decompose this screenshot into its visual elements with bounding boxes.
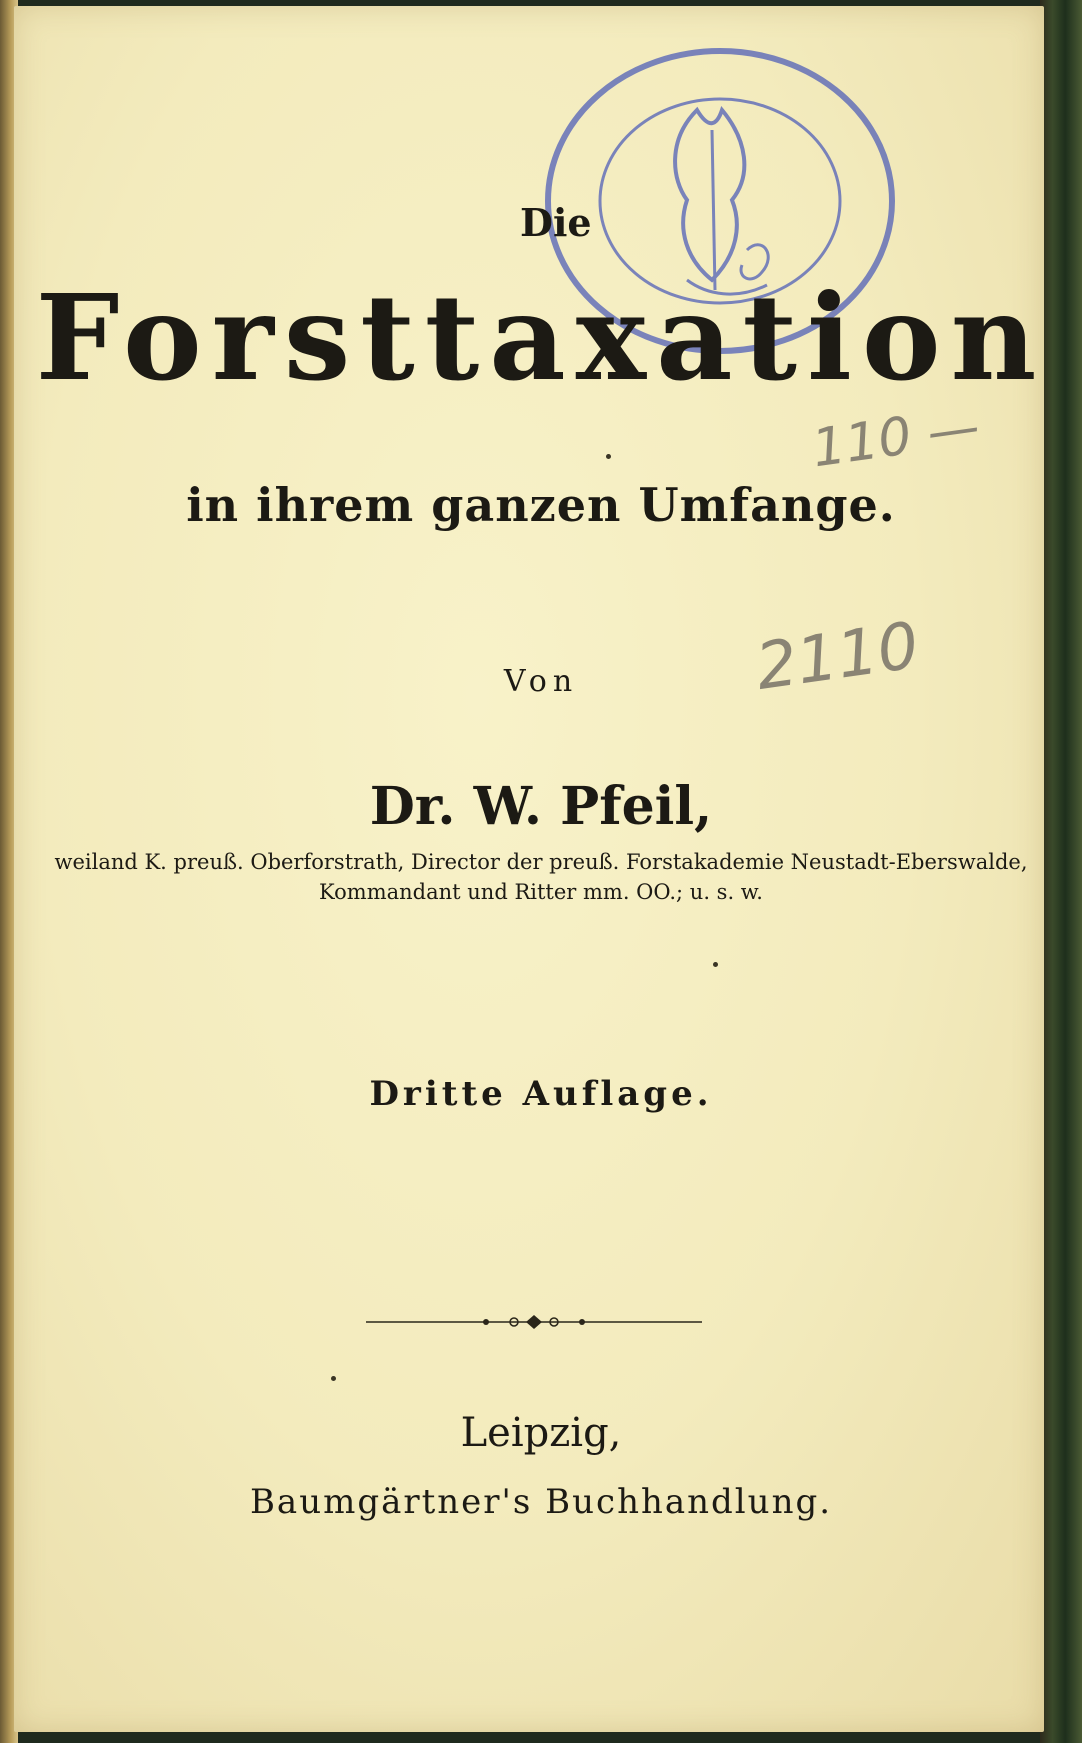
publication-city: Leipzig, (460, 1410, 622, 1456)
author-name: Dr. W. Pfeil, (369, 776, 713, 837)
pencil-annotation-2: 2110 (751, 609, 924, 705)
edition-label: Dritte Auflage. (369, 1074, 713, 1114)
paper-fleck (713, 962, 718, 967)
book-subtitle: in ihrem ganzen Umfange. (186, 478, 896, 532)
author-credentials-line2: Kommandant und Ritter mm. OO.; u. s. w. (319, 880, 763, 904)
author-credentials-line1: weiland K. preuß. Oberforstrath, Director der preuß. Forstakademie Neustadt-Eberswalde, (54, 850, 1028, 874)
title-article: Die (520, 200, 592, 245)
book-title: Forsttaxation (35, 268, 1047, 407)
by-line: Von (503, 664, 579, 699)
decorative-rule (366, 1310, 702, 1334)
paper-fleck (331, 1376, 336, 1381)
publisher-name: Baumgärtner's Buchhandlung. (249, 1482, 833, 1522)
paper-fleck (606, 454, 611, 459)
pencil-annotation-1: 110 — (808, 396, 984, 480)
